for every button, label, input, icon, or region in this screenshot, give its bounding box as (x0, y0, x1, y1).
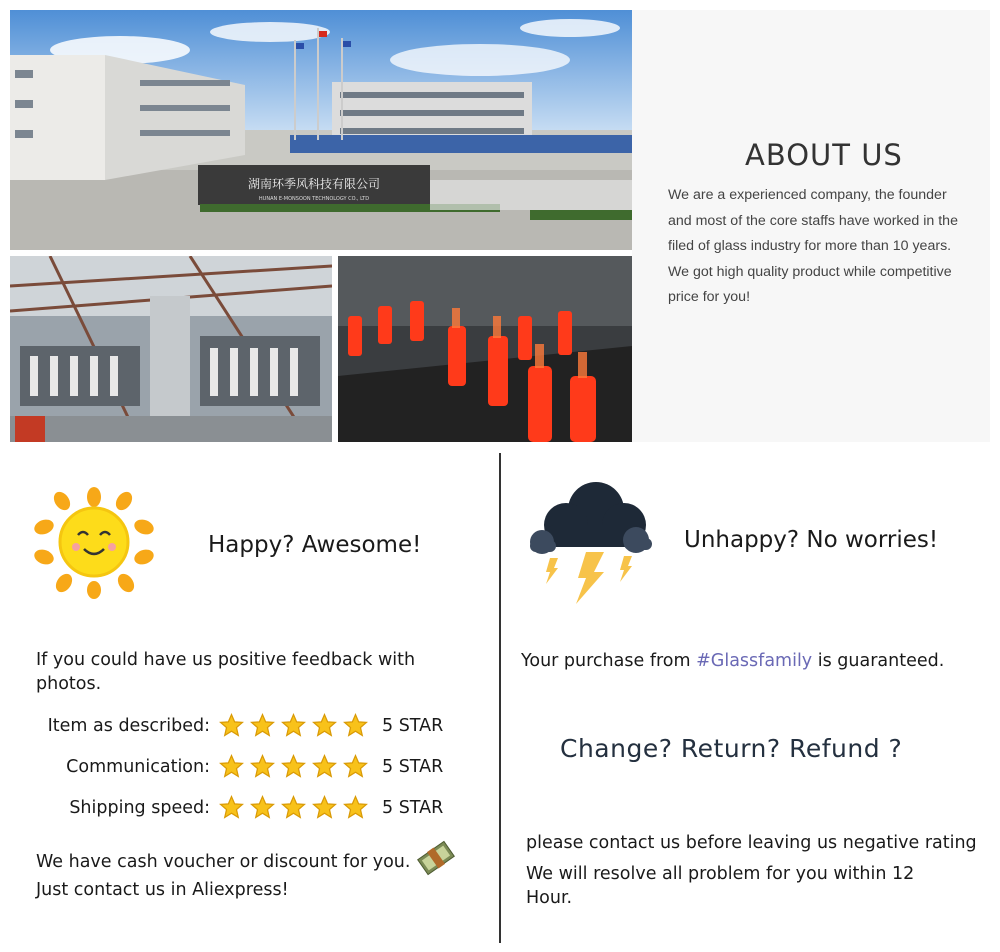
voucher-line: Just contact us in Aliexpress! (36, 880, 289, 900)
rating-stars-shipping (219, 795, 368, 820)
cash-icon (416, 838, 456, 878)
about-line: We got high quality product while competitive (668, 263, 952, 280)
production-line-photo (10, 256, 332, 442)
star-icon (219, 713, 244, 738)
about-line: filed of glass industry for more than 10 years. (668, 238, 952, 255)
factory-sign-en: HUNAN E-MONSOON TECHNOLOGY CO., LTD (258, 196, 370, 202)
factory-sign-cn: 湖南环季风科技有限公司 (247, 177, 381, 191)
feedback-intro-line: photos. (36, 674, 102, 694)
rating-label-communication: Communication: (66, 757, 210, 777)
about-line: We are a experienced company, the founder (668, 187, 947, 203)
change-return-refund: Change? Return? Refund ? (560, 734, 903, 763)
star-icon (281, 795, 306, 820)
rating-stars-communication (219, 754, 368, 779)
star-icon (219, 795, 244, 820)
rating-value-item: 5 STAR (382, 716, 444, 736)
star-icon (343, 795, 368, 820)
star-icon (343, 713, 368, 738)
glowing-bottles-photo (338, 256, 632, 442)
resolve-line: Hour. (526, 888, 573, 908)
section-divider (499, 453, 501, 943)
star-icon (219, 754, 244, 779)
sun-icon (34, 487, 156, 599)
rating-label-item: Item as described: (47, 716, 210, 736)
feedback-intro-line: If you could have us positive feedback with (36, 650, 416, 670)
resolve-text (526, 862, 976, 910)
storm-cloud-icon (524, 480, 658, 606)
star-icon (312, 713, 337, 738)
star-icon (312, 795, 337, 820)
unhappy-heading: Unhappy? No worries! (684, 527, 939, 553)
factory-exterior-photo (10, 10, 632, 250)
feedback-intro (36, 648, 486, 696)
rating-value-communication: 5 STAR (382, 757, 444, 777)
happy-heading: Happy? Awesome! (208, 532, 422, 558)
about-title: ABOUT US (745, 138, 903, 172)
star-icon (281, 754, 306, 779)
star-icon (281, 713, 306, 738)
about-text (668, 183, 986, 311)
star-icon (250, 795, 275, 820)
star-icon (312, 754, 337, 779)
glassfamily-tag[interactable]: #Glassfamily (696, 651, 813, 671)
star-icon (250, 754, 275, 779)
voucher-line: We have cash voucher or discount for you. (36, 852, 411, 872)
rating-stars-item (219, 713, 368, 738)
about-line: price for you! (668, 289, 751, 306)
rating-value-shipping: 5 STAR (382, 798, 444, 818)
resolve-line: We will resolve all problem for you within 12 (526, 864, 915, 884)
guarantee-suffix: is guaranteed. (812, 651, 945, 671)
star-icon (343, 754, 368, 779)
about-line: and most of the core staffs have worked in the (668, 212, 958, 229)
star-icon (250, 713, 275, 738)
voucher-text (36, 850, 456, 902)
guarantee-text (521, 649, 991, 673)
rating-label-shipping: Shipping speed: (69, 798, 210, 818)
contact-line: please contact us before leaving us negative rating (526, 833, 977, 853)
guarantee-prefix: Your purchase from (521, 651, 697, 671)
